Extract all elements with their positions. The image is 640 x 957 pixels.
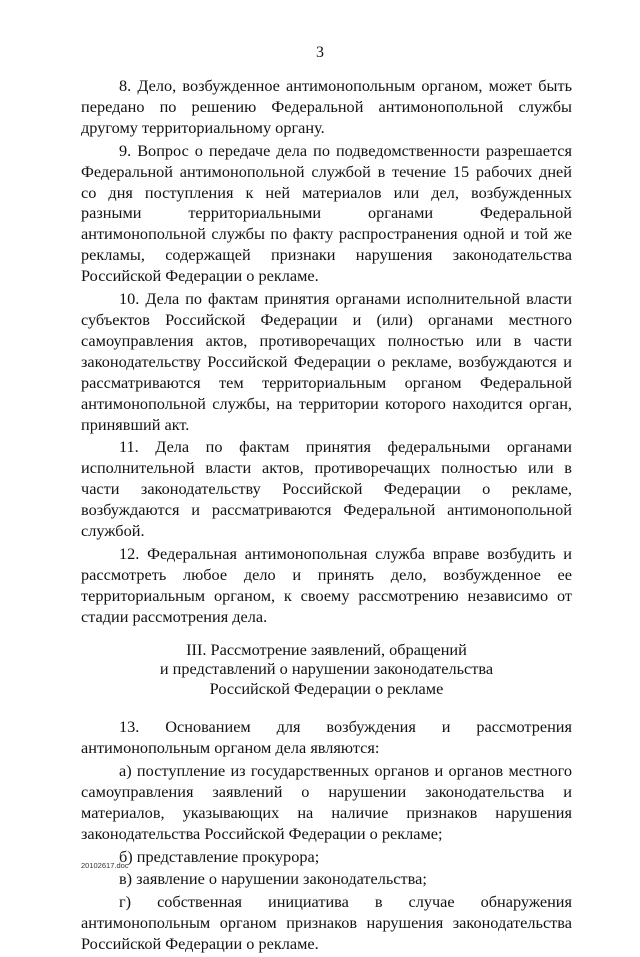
section-heading-line-1: III. Рассмотрение заявлений, обращений (186, 639, 467, 659)
paragraph-12: 12. Федеральная антимонопольная служба вправе возбудить и рассмотреть любое дело и принять дело, возбужденное ее территориальным органом, к своему рассмотрению независимо от стадии рассмотрения дела. (81, 543, 572, 626)
list-item-a: а) поступление из государственных органов и органов местного самоуправления заявлений о нарушении законодательства и материалов, указывающих на наличие признаков нарушения законодательства Российской Федерации о рекламе; (81, 760, 572, 843)
section-heading-line-2: и представлений о нарушении законодательства (159, 659, 494, 679)
paragraph-11: 11. Дела по фактам принятия федеральными органами исполнительной власти актов, противоречащих полностью или в части законодательству Российской Федерации о рекламе, возбуждаются и рассматриваются Федеральной антимонопольной службой. (81, 437, 572, 541)
paragraph-9: 9. Вопрос о передаче дела по подведомственности разрешается Федеральной антимонопольной службой в течение 15 рабочих дней со дня поступления к ней материалов или дел, возбужденных разными территориальными органами Федеральной антимонопольной службы по факту распространения одной и той же рекламы, содержащей признаки нарушения законодательства Российской Федерации о рекламе. (81, 140, 572, 286)
footer-filename: 20102617.doc (81, 861, 129, 870)
page-number: 3 (316, 44, 324, 61)
paragraph-13: 13. Основанием для возбуждения и рассмотрения антимонопольным органом дела являются: (81, 717, 572, 757)
list-item-b: б) представление прокурора; (119, 846, 320, 866)
paragraph-10: 10. Дела по фактам принятия органами исполнительной власти субъектов Российской Федерации и (или) органами местного самоуправления актов, противоречащих полностью или в части законодательству Российской Федерации о рекламе, возбуждаются и рассматриваются тем территориальным органом Федеральной антимонопольной службы, на территории которого находится орган, принявший акт. (81, 289, 572, 434)
section-heading-line-3: Российской Федерации о рекламе (209, 678, 444, 698)
section-heading (81, 640, 572, 699)
list-item-d: г) собственная инициатива в случае обнаружения антимонопольным органом признаков нарушения законодательства Российской Федерации о рекламе. (81, 892, 572, 954)
list-item-c: в) заявление о нарушении законодательства; (119, 869, 427, 889)
paragraph-8: 8. Дело, возбужденное антимонопольным органом, может быть передано по решению Федеральной антимонопольной службы другому территориальному органу. (81, 76, 572, 137)
document-body (81, 76, 572, 957)
